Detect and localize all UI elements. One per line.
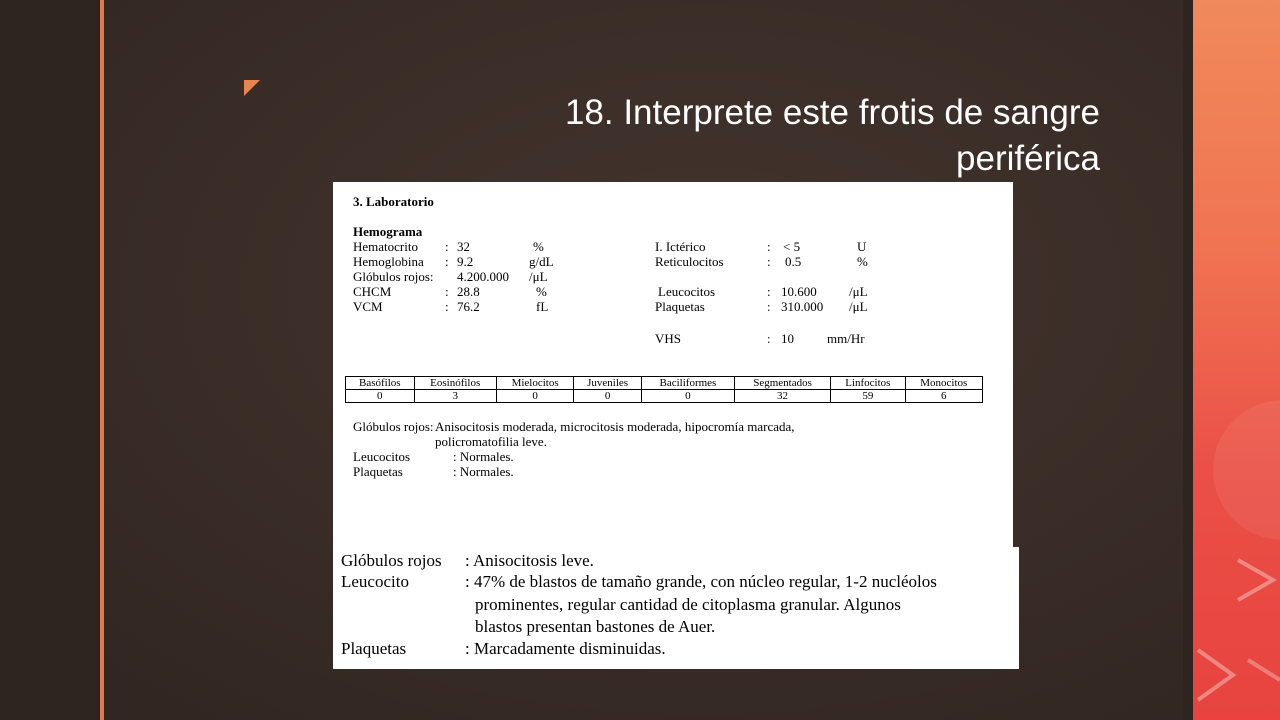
row-unit: % <box>857 254 868 269</box>
smear-findings-image <box>333 547 1019 669</box>
row-unit: /μL <box>529 269 548 284</box>
row-value: 0.5 <box>785 254 802 269</box>
smear-plaq-label: Plaquetas <box>341 639 407 658</box>
row-sep: : <box>767 299 771 314</box>
row-value: < 5 <box>783 239 801 254</box>
right-divider <box>1183 0 1193 720</box>
row-value: 28.8 <box>457 284 480 299</box>
title-line-1: 18. Interprete este frotis de sangre <box>564 93 1100 132</box>
smear-leu-label: Leucocito <box>341 572 409 591</box>
findings-gr-text-2: policromatofilia leve. <box>435 434 547 449</box>
row-sep: : <box>767 284 771 299</box>
row-value: 10 <box>781 331 794 346</box>
table-header-cell: Basófilos <box>346 377 415 390</box>
table-header-row <box>346 377 983 390</box>
row-unit: /μL <box>849 284 868 299</box>
row-sep: : <box>445 254 449 269</box>
table-cell: 59 <box>831 390 905 403</box>
left-accent-line <box>100 0 104 720</box>
row-label: CHCM <box>353 284 392 299</box>
table-cell: 3 <box>414 390 496 403</box>
row-sep: : <box>445 299 449 314</box>
lab-results-image <box>333 182 1013 547</box>
right-decorative-bar <box>1193 0 1280 720</box>
findings-gr-text: Anisocitosis moderada, microcitosis moderada, hipocromía marcada, <box>435 419 795 434</box>
row-value: 310.000 <box>781 299 824 314</box>
row-label: Reticulocitos <box>655 254 724 269</box>
table-header-cell: Monocitos <box>905 377 982 390</box>
findings-plaq-label: Plaquetas <box>353 464 403 479</box>
table-header-cell: Juveniles <box>574 377 642 390</box>
row-unit: mm/Hr <box>827 331 865 346</box>
row-unit: fL <box>536 299 549 314</box>
table-cell: 32 <box>735 390 831 403</box>
row-unit: U <box>857 239 867 254</box>
row-label: Hemoglobina <box>353 254 424 269</box>
smear-leu-text-2: prominentes, regular cantidad de citoplasma granular. Algunos <box>475 595 901 614</box>
findings-leu-text: : Normales. <box>453 449 514 464</box>
smear-plaq-text: : Marcadamente disminuidas. <box>465 639 666 658</box>
row-label: Glóbulos rojos: <box>353 269 434 284</box>
slide-title <box>300 90 1100 182</box>
table-cell: 0 <box>346 390 415 403</box>
row-unit: % <box>536 284 547 299</box>
row-unit: g/dL <box>529 254 554 269</box>
row-label: Plaquetas <box>655 299 705 314</box>
row-label: VHS <box>655 331 682 346</box>
row-unit: /μL <box>849 299 868 314</box>
row-value: 4.200.000 <box>457 269 509 284</box>
row-label: VCM <box>353 299 383 314</box>
table-header-cell: Mielocitos <box>496 377 573 390</box>
row-sep: : <box>445 239 449 254</box>
row-label: Hematocrito <box>353 239 418 254</box>
smear-gr-text: : Anisocitosis leve. <box>465 551 594 570</box>
table-header-cell: Segmentados <box>735 377 831 390</box>
findings-leu-label: Leucocitos <box>353 449 411 464</box>
triangle-corner-icon <box>244 80 260 96</box>
title-line-2: periférica <box>956 139 1100 178</box>
row-label: Leucocitos <box>658 284 716 299</box>
left-panel <box>0 0 100 720</box>
row-value: 9.2 <box>457 254 474 269</box>
table-cell: 0 <box>574 390 642 403</box>
row-sep: : <box>767 239 771 254</box>
row-value: 10.600 <box>781 284 817 299</box>
chevron-pattern-icon <box>1193 0 1280 720</box>
hemograma-title: Hemograma <box>353 224 423 239</box>
differential-count-table <box>345 376 983 403</box>
row-label: I. Ictérico <box>655 239 706 254</box>
smear-leu-text: : 47% de blastos de tamaño grande, con núcleo regular, 1-2 nucléolos <box>465 572 937 591</box>
table-cell: 0 <box>641 390 734 403</box>
row-sep: : <box>767 331 771 346</box>
findings-plaq-text: : Normales. <box>453 464 514 479</box>
smear-gr-label: Glóbulos rojos <box>341 551 442 570</box>
findings-gr-label: Glóbulos rojos: <box>353 419 434 434</box>
row-unit: % <box>533 239 544 254</box>
smear-leu-text-3: blastos presentan bastones de Auer. <box>475 617 716 636</box>
row-sep: : <box>445 284 449 299</box>
table-header-cell: Linfocitos <box>831 377 905 390</box>
table-header-cell: Baciliformes <box>641 377 734 390</box>
row-value: 76.2 <box>457 299 480 314</box>
lab-heading: 3. Laboratorio <box>353 194 434 209</box>
table-cell: 6 <box>905 390 982 403</box>
table-cell: 0 <box>496 390 573 403</box>
row-sep: : <box>767 254 771 269</box>
table-header-cell: Eosinófilos <box>414 377 496 390</box>
table-row <box>346 390 983 403</box>
row-value: 32 <box>457 239 470 254</box>
